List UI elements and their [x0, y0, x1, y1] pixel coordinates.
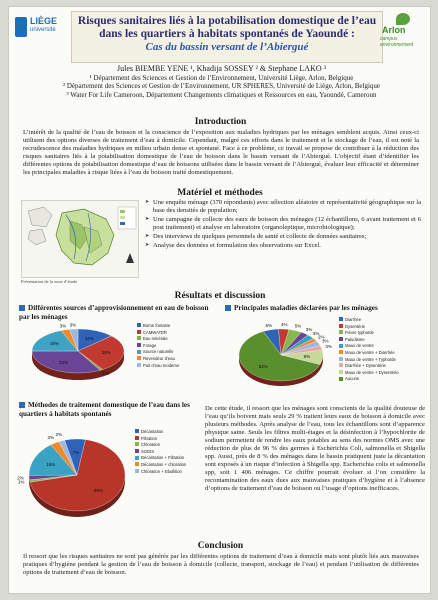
arlon-campus-logo [380, 13, 426, 47]
legend-swatch [339, 377, 343, 381]
chart-1-water-sources-pie [23, 321, 133, 391]
liege-logo-sub: université [30, 27, 56, 33]
pie-data-label-4: 19% [49, 340, 59, 346]
arlon-logo-sub: campus environnement [380, 36, 414, 48]
affiliation-2: ² Département des Sciences et Gestion de l’Environnement, UR SPHERES, Université de Liège, Arlon, Belgique [62, 82, 381, 91]
author-names: Jules BIEMBE YENE ¹, Khadija SOSSEY ² & Stephane LAKO ³ [116, 64, 327, 73]
legend-swatch [135, 456, 139, 460]
pie-data-label-8: 9% [303, 354, 311, 360]
pie-data-label-2: 5% [294, 323, 302, 329]
legend-label: Filtration [141, 435, 158, 441]
legend-swatch [339, 317, 343, 321]
legend-swatch [135, 469, 139, 473]
pie-data-label-5: 3% [47, 434, 55, 440]
legend-entry [135, 429, 209, 436]
legend-entry [135, 436, 209, 443]
legend-swatch [137, 343, 141, 347]
pie-data-label-6: 2% [55, 432, 63, 438]
pie-data-label-0: 6% [265, 322, 273, 328]
legend-swatch [137, 330, 141, 334]
legend-entry [339, 350, 429, 357]
poster-title: Risques sanitaires liés à la potabilisation domestique de l’eau dans les quartiers à habitats spontanés de Yaoundé : [77, 15, 377, 40]
leaf-icon [396, 13, 410, 25]
chart-1-legend [137, 323, 215, 369]
square-bullet-icon [19, 305, 25, 311]
legend-swatch [135, 462, 139, 466]
pie-data-label-6: 3% [321, 338, 329, 344]
authors-block [39, 65, 404, 99]
pie-data-label-0: 13% [84, 335, 94, 341]
methods-item: ➤ Des interviews de quelques personnels de santé et collecte de données sanitaires; [145, 233, 421, 241]
affiliation-1: ¹ Département des Sciences et Gestion de l’Environnement, Université Liège, Arlon, Belgique [89, 73, 354, 82]
legend-entry [339, 330, 429, 337]
legend-label: Diarrhée + Dysentérie [345, 363, 386, 369]
legend-swatch [137, 356, 141, 360]
legend-swatch [137, 336, 141, 340]
pie-data-label-5: 2% [317, 334, 325, 340]
introduction-heading: Introduction [194, 117, 247, 127]
legend-swatch [135, 449, 139, 453]
legend-label: Eau minérale [143, 336, 168, 342]
legend-label: Aucune [345, 376, 360, 382]
legend-label: Chloration [141, 442, 161, 448]
legend-label: Fièvre typhoïde [345, 330, 374, 336]
pie-data-label-2: 1% [102, 370, 109, 376]
legend-entry [137, 323, 215, 330]
legend-swatch [339, 350, 343, 354]
pie-data-label-1: 28% [101, 350, 111, 356]
legend-swatch [339, 370, 343, 374]
pie-data-label-1: 69% [93, 488, 103, 494]
legend-label: Source naturelle [143, 349, 174, 355]
legend-entry [339, 363, 429, 370]
pie-data-label-1: 4% [281, 321, 288, 327]
pie-data-label-6: 3% [69, 322, 77, 328]
chart-2-legend [339, 317, 429, 383]
liege-logo-name: LIÈGE [30, 16, 58, 26]
legend-label: Maux de ventre + Dysentérie [345, 369, 399, 375]
legend-label: Maux de ventre + Diarrhée [345, 349, 395, 355]
map-caption: Présentation de la zone d’étude [21, 279, 78, 284]
legend-entry [137, 343, 215, 350]
legend-label: Borne fontaine [143, 323, 171, 328]
legend-entry [339, 337, 429, 344]
methods-item: ➤ Une campagne de collecte des eaux de boisson des ménages (12 échantillons, 6 avant traitement et 6 post traitement) et analyse en laboratoire (organoleptique, microbiologique); [145, 216, 421, 232]
legend-label: Décantation + Filtration [141, 455, 185, 461]
methods-list [145, 199, 421, 251]
title-banner [71, 11, 383, 63]
legend-entry [135, 462, 209, 469]
arlon-logo-name: Arlon [382, 25, 406, 35]
legend-entry [339, 376, 429, 383]
study-area-map-graphic [22, 201, 139, 278]
legend-entry [137, 356, 215, 363]
legend-entry [339, 317, 429, 324]
liege-university-logo [15, 15, 67, 41]
legend-entry [135, 442, 209, 449]
legend-entry [135, 469, 209, 476]
legend-label: SODIS [141, 448, 155, 454]
legend-swatch [339, 324, 343, 328]
legend-label: Revendeur d’eau [143, 355, 175, 361]
legend-entry [135, 455, 209, 462]
affiliation-3: ³ Water For Life Cameroon, Département Changements climatiques et Ressources en eau, Yaoundé, Cameroun [66, 90, 377, 99]
legend-swatch [339, 330, 343, 334]
legend-entry [137, 330, 215, 337]
square-bullet-icon [225, 305, 231, 311]
results-heading: Résultats et discussion [174, 291, 266, 301]
methods-item: ➤ Une enquête ménage (370 répondants) avec sélection aléatoire et représentativité géographique sur la base des densités de population; [145, 199, 421, 215]
square-bullet-icon [19, 402, 25, 408]
pie-data-label-5: 3% [59, 323, 67, 329]
legend-swatch [339, 337, 343, 341]
introduction-text: L’intérêt de la qualité de l’eau de boisson et la conscience de l’exposition aux maladies hydriques par les ménages semblent acquis. Ainsi ceux-ci utilisent des options diverses de traitement d’eau à domicile. Cependant, malgré ces efforts dans le traitement et le stockage de l’eau, il est noté la recrudescence des maladies hydriques en milieu urbain dense et spontané. Face à ce problème, ce travail se propose de contribuer à la réduction des risques sanitaires liés à la potabilisation domestique de l’eau de boisson dans le bassin versant de l’Abiergué. L’objectif étant d’identifier les différentes options de potabilisation domestique d’eau de boissons utilisées dans le bassin versant de l’Abiergué, évaluer leur efficacité et déterminer les principales maladies à risque liées à l’eau de boisson traité domestiquement. [23, 129, 419, 176]
study-area-map [21, 200, 139, 278]
pie-data-label-3: 2% [17, 475, 24, 481]
chart-3-legend [135, 429, 209, 475]
chart-3-treatment-methods-pie [17, 421, 139, 529]
legend-entry [137, 336, 215, 343]
legend-label: CAMWATER [143, 329, 167, 335]
legend-label: Chloration + Ebullition [141, 468, 182, 474]
poster-subtitle: Cas du bassin versant de l’Abiergué [145, 41, 309, 53]
legend-entry [137, 349, 215, 356]
legend-label: Puit d’eau moderne [143, 362, 180, 368]
conclusion-heading: Conclusion [197, 541, 244, 551]
legend-label: Maux de ventre + Typhoïde [345, 356, 396, 362]
legend-entry [339, 370, 429, 377]
methods-item: ➤ Analyse des données et formulation des observations sur Excel. [145, 242, 421, 250]
legend-swatch [135, 442, 139, 446]
legend-label: Forage [143, 342, 157, 348]
pie-data-label-7: 3% [325, 344, 332, 350]
legend-entry [137, 363, 215, 370]
legend-label: Décantation [141, 429, 164, 434]
pie-data-label-9: 62% [258, 364, 268, 370]
legend-entry [339, 324, 429, 331]
legend-entry [135, 449, 209, 456]
poster [8, 6, 431, 594]
legend-swatch [137, 363, 141, 367]
legend-entry [339, 357, 429, 364]
legend-swatch [135, 429, 139, 433]
pie-data-label-2: 1% [17, 479, 25, 485]
legend-swatch [339, 363, 343, 367]
chart-2-title: Principales maladies déclarées par les ménages [225, 304, 425, 313]
pie-data-label-4: 16% [46, 461, 56, 467]
legend-swatch [137, 350, 141, 354]
conclusion-text: Il ressort que les risques sanitaires ne sont pas générés par les différentes options de traitement d’eau à domicile mais sont plutôt liés aux mauvaises pratiques d’hygiène pendant la gestion de l’eau de boisson à domicile (collecte, transport, stockage de l’eau) et pendant l’utilisation de différentes options de traitement d’eau de boisson. [23, 553, 419, 576]
pie-data-label-3: 3% [305, 327, 313, 333]
pie-data-label-0: 7% [72, 450, 80, 456]
chart-3-title: Méthodes de traitement domestique de l’eau dans les quartiers à habitats spontanés [19, 401, 190, 418]
legend-entry [339, 343, 429, 350]
methods-heading: Matériel et méthodes [177, 188, 263, 198]
legend-swatch [339, 357, 343, 361]
chart-2-diseases-pie [227, 315, 337, 395]
pie-data-label-4: 3% [312, 330, 320, 336]
legend-label: Paludisme [345, 336, 365, 342]
discussion-text: De cette étude, il ressort que les ménages sont conscients de la qualité douteuse de l’eau qu’ils boivent mais seuls 29 % traitent leurs eaux de boisson à domicile avec plusieurs méthodes. Après analyse de l’eau, tous les échantillons sont d’apparence physique saine. Seuls les filtres multi-étages et la désinfection à l’hypochlorite de sodium permettent de rendre les eaux potables au sens des normes OMS avec une réduction de plus de 96 % des germes à Escherichia Coli, salmonella et Shigella spp. Aussi, près de 8 % des ménages dans le bassin pratiquent juste la décantation sont exposés à un risque d’infection à Shigella spp. Escherichia colis et salmonella spp, soit 1 406 ménages. Ce chiffre pourrait évoluer si l’on considère la recontamination des eaux dues aux mauvaises pratiques d’hygiène et à l’absence d’options de traitement d’eau de boisson ou l’usage d’options inefficaces. [205, 405, 425, 492]
legend-label: Diarrhée [345, 317, 362, 322]
legend-label: Dysentérie [345, 323, 366, 329]
chart-1-title: Différentes sources d’approvisionnement en eau de boisson par les ménages [19, 304, 209, 321]
legend-label: Maux de ventre [345, 343, 374, 349]
legend-swatch [339, 344, 343, 348]
liege-logo-mark-icon [15, 17, 27, 37]
legend-swatch [135, 436, 139, 440]
legend-swatch [137, 323, 141, 327]
legend-label: Décantation + chloration [141, 461, 187, 467]
pie-data-label-3: 33% [58, 360, 68, 366]
